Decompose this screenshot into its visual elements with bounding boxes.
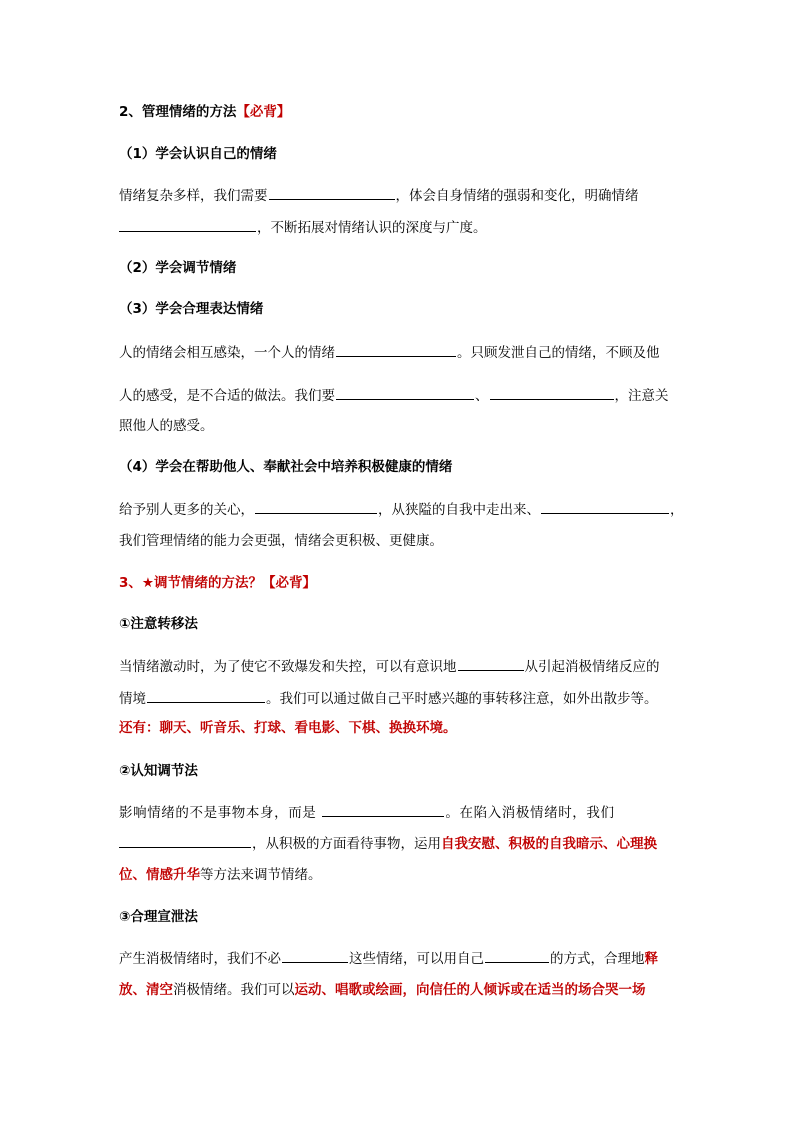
paragraph-line: 放、清空消极情绪。我们可以运动、唱歌或绘画，向信任的人倾诉或在适当的场合哭一场 — [119, 982, 646, 998]
paragraph-line: 产生消极情绪时，我们不必 这些情绪，可以用自己 的方式，合理地释 — [119, 951, 658, 967]
fill-blank[interactable] — [336, 343, 456, 357]
fill-blank[interactable] — [119, 218, 256, 232]
fill-blank[interactable] — [490, 386, 614, 400]
fill-blank[interactable] — [147, 689, 265, 703]
subsection-1-title: （1）学会认识自己的情绪 — [119, 146, 277, 162]
must-memorize-tag: 【必背】 — [262, 575, 317, 591]
paragraph-line: ，从积极的方面看待事物，运用自我安慰、积极的自我暗示、心理换 — [119, 834, 657, 853]
fill-blank[interactable] — [282, 949, 348, 963]
fill-blank[interactable] — [336, 386, 474, 400]
paragraph-line: 当情绪激动时，为了使它不致爆发和失控，可以有意识地 从引起消极情绪反应的 — [119, 659, 660, 675]
also-examples: 还有：聊天、听音乐、打球、看电影、下棋、换换环境。 — [119, 720, 457, 736]
paragraph-line: 我们管理情绪的能力会更强，情绪会更积极、更健康。 — [119, 533, 443, 549]
paragraph-line: 给予别人更多的关心， ，从狭隘的自我中走出来、 ， — [119, 502, 684, 518]
subsection-4-title: （4）学会在帮助他人、奉献社会中培养积极健康的情绪 — [119, 459, 453, 475]
subsection-2-title: （2）学会调节情绪 — [119, 260, 237, 276]
section-title: 管理情绪的方法 — [141, 104, 237, 120]
section-2-heading — [119, 103, 290, 121]
fill-blank[interactable] — [269, 186, 395, 200]
subsection-3-title: （3）学会合理表达情绪 — [119, 301, 264, 317]
fill-blank[interactable] — [541, 500, 669, 514]
paragraph-line: 情绪复杂多样，我们需要 ，体会自身情绪的强弱和变化，明确情绪 — [119, 188, 639, 204]
star-icon: ★ — [141, 575, 155, 591]
paragraph-line: ，不断拓展对情绪认识的深度与广度。 — [119, 218, 487, 237]
must-memorize-tag: 【必背】 — [236, 104, 291, 120]
fill-blank[interactable] — [458, 657, 524, 671]
method-3-title: ③合理宣泄法 — [119, 909, 198, 925]
paragraph-line: 影响情绪的不是事物本身，而是 。在陷入消极情绪时，我们 — [119, 805, 615, 821]
section-3-heading: 3、★调节情绪的方法？【必背】 — [119, 575, 317, 591]
paragraph-line: 情境 。我们可以通过做自己平时感兴趣的事转移注意，如外出散步等。 — [119, 691, 658, 707]
paragraph-line: 人的情绪会相互感染，一个人的情绪 。只顾发泄自己的情绪，不顾及他 — [119, 345, 660, 361]
paragraph-line: 位、情感升华等方法来调节情绪。 — [119, 867, 322, 883]
fill-blank[interactable] — [119, 834, 251, 848]
fill-blank[interactable] — [255, 500, 377, 514]
paragraph-line: 人的感受，是不合适的做法。我们要 、 ，注意关 — [119, 388, 669, 404]
paragraph-line: 照他人的感受。 — [119, 418, 214, 434]
fill-blank[interactable] — [322, 803, 444, 817]
section-number: 2、 — [119, 104, 142, 120]
method-2-title: ②认知调节法 — [119, 763, 198, 779]
method-1-title: ①注意转移法 — [119, 616, 198, 632]
fill-blank[interactable] — [485, 949, 549, 963]
